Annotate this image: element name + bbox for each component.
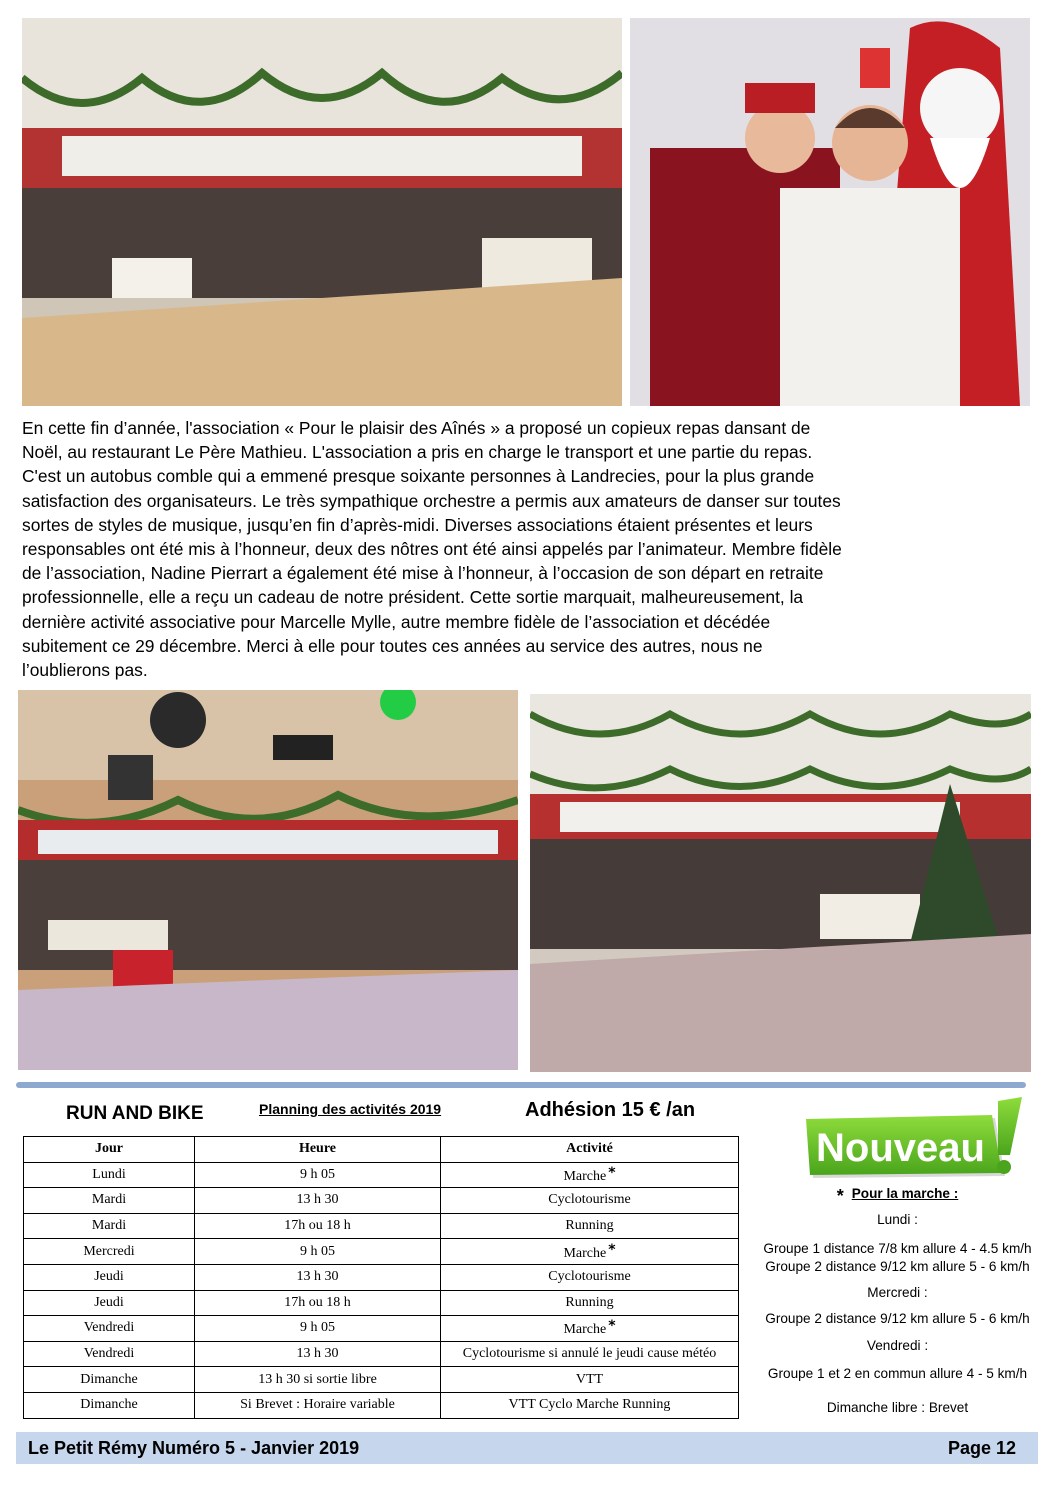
photo-couple-santa	[630, 18, 1030, 406]
planning-title: Planning des activités 2019	[259, 1101, 442, 1117]
schedule-day-cell: Vendredi	[24, 1316, 195, 1342]
photo-hall-tables	[530, 694, 1031, 1072]
article-line: sortes de styles de musique, jusqu’en fin d’après-midi. Diverses associations étaient présentes et leurs	[22, 514, 813, 535]
schedule-activity-cell	[441, 1213, 739, 1239]
marche-star: *	[836, 1186, 844, 1206]
schedule-hour-cell: 9 h 05	[195, 1162, 441, 1188]
marche-line: Vendredi :	[866, 1338, 929, 1353]
header-activity: Activité	[441, 1137, 739, 1163]
membership-fee: Adhésion 15 € /an	[525, 1099, 696, 1121]
article-line: professionnelle, elle a reçu un cadeau de notre président. Cette sortie marquait, malheureusement, la	[22, 587, 804, 608]
activity-star: *	[608, 1241, 616, 1258]
article-line: subitement ce 29 décembre. Merci à elle pour toutes ces années au service des autres, nous ne	[22, 635, 763, 656]
nouveau-badge-graphic	[802, 1095, 1028, 1179]
section-title: RUN AND BIKE	[66, 1103, 204, 1124]
article-line: satisfaction des organisateurs. Le très sympathique orchestre a permis aux amateurs de danser sur toutes	[22, 490, 841, 511]
marche-line: Groupe 1 et 2 en commun allure 4 - 5 km/h	[767, 1366, 1028, 1381]
schedule-activity-cell	[441, 1392, 739, 1418]
marche-line: Mercredi :	[867, 1285, 928, 1300]
schedule-day-cell: Vendredi	[24, 1341, 195, 1367]
schedule-day-cell: Dimanche	[24, 1392, 195, 1418]
article-line: C'est un autobus comble qui a emmené presque soixante personnes à Landrecies, pour la plus grande	[22, 466, 815, 487]
schedule-activity-cell	[441, 1341, 739, 1367]
article-line: Noël, au restaurant Le Père Mathieu. L'association a pris en charge le transport et une partie du repas.	[22, 442, 813, 463]
schedule-day-cell: Dimanche	[24, 1367, 195, 1393]
table-row	[24, 1239, 739, 1265]
table-header-row	[24, 1137, 739, 1163]
article-line: dernière activité associative pour Marcelle Mylle, autre membre fidèle de l’association et décédée	[22, 611, 771, 632]
activity-label: Cyclotourisme si annulé le jeudi cause météo	[462, 1346, 717, 1362]
schedule-activity-cell	[441, 1188, 739, 1214]
schedule-day-cell: Mardi	[24, 1188, 195, 1214]
activity-label: VTT Cyclo Marche Running	[508, 1397, 671, 1413]
activity-label: Marche	[563, 1168, 607, 1184]
page-number: Page 12	[947, 1438, 1016, 1458]
table-row	[24, 1392, 739, 1418]
photo-dance-hall-lights	[18, 690, 518, 1070]
section-divider	[16, 1082, 1026, 1088]
schedule-day-cell: Lundi	[24, 1162, 195, 1188]
schedule-hour-cell: 9 h 05	[195, 1239, 441, 1265]
activity-label: VTT	[575, 1371, 604, 1387]
article-line: responsables ont été mis à l’honneur, deux des nôtres ont été ainsi appelés par l’animateur. Membre fidèle	[22, 539, 842, 560]
marche-line: Groupe 1 distance 7/8 km allure 4 - 4.5 km/h	[763, 1241, 1032, 1256]
marche-line: Groupe 2 distance 9/12 km allure 5 - 6 km/h	[765, 1311, 1030, 1326]
schedule-activity-cell	[441, 1367, 739, 1393]
schedule-body	[24, 1162, 739, 1418]
activity-star: *	[608, 1164, 616, 1181]
activity-label: Marche	[563, 1322, 607, 1338]
table-row	[24, 1162, 739, 1188]
page-footer	[16, 1432, 1038, 1464]
article-line: En cette fin d’année, l'association « Pour le plaisir des Aînés » a proposé un copieux repas dansant de	[22, 418, 811, 438]
schedule-hour-cell: 13 h 30	[195, 1341, 441, 1367]
schedule-day-cell: Jeudi	[24, 1264, 195, 1290]
schedule-hour-cell: 17h ou 18 h	[195, 1290, 441, 1316]
marche-line: Lundi :	[877, 1212, 918, 1227]
article-line: l’oublierons pas.	[22, 660, 148, 681]
schedule-hour-cell: 17h ou 18 h	[195, 1213, 441, 1239]
activity-label: Marche	[563, 1245, 607, 1261]
nouveau-badge	[802, 1095, 1028, 1179]
table-row	[24, 1188, 739, 1214]
schedule-day-cell: Jeudi	[24, 1290, 195, 1316]
header-day: Jour	[24, 1137, 195, 1163]
schedule-hour-cell: 9 h 05	[195, 1316, 441, 1342]
activity-label: Running	[565, 1218, 614, 1234]
table-row	[24, 1213, 739, 1239]
marche-heading: Pour la marche :	[851, 1186, 959, 1201]
activity-star: *	[608, 1318, 616, 1335]
schedule-hour-cell: Si Brevet : Horaire variable	[195, 1392, 441, 1418]
schedule-activity-cell	[441, 1264, 739, 1290]
schedule-day-cell: Mercredi	[24, 1239, 195, 1265]
schedule-hour-cell: 13 h 30	[195, 1264, 441, 1290]
header-hour: Heure	[195, 1137, 441, 1163]
schedule-hour-cell: 13 h 30 si sortie libre	[195, 1367, 441, 1393]
article-text	[22, 416, 1016, 682]
schedule-activity-cell	[441, 1316, 739, 1342]
photo-banquet-hall	[22, 18, 622, 406]
activity-schedule-table	[23, 1136, 739, 1419]
schedule-day-cell: Mardi	[24, 1213, 195, 1239]
publication-title: Le Petit Rémy Numéro 5 - Janvier 2019	[28, 1438, 360, 1458]
table-row	[24, 1367, 739, 1393]
activity-label: Cyclotourisme	[548, 1192, 631, 1208]
activity-label: Cyclotourisme	[548, 1269, 631, 1285]
nouveau-label: Nouveau	[816, 1126, 985, 1170]
schedule-hour-cell: 13 h 30	[195, 1188, 441, 1214]
table-row	[24, 1341, 739, 1367]
schedule-activity-cell	[441, 1239, 739, 1265]
table-row	[24, 1316, 739, 1342]
table-row	[24, 1264, 739, 1290]
marche-line: Dimanche libre : Brevet	[826, 1400, 969, 1415]
schedule-activity-cell	[441, 1290, 739, 1316]
marche-line: Groupe 2 distance 9/12 km allure 5 - 6 km/h	[765, 1259, 1030, 1274]
table-row	[24, 1290, 739, 1316]
activity-label: Running	[565, 1294, 614, 1310]
article-line: de l’association, Nadine Pierrart a également été mise à l’honneur, à l’occasion de son départ en retraite	[22, 563, 824, 584]
schedule-activity-cell	[441, 1162, 739, 1188]
